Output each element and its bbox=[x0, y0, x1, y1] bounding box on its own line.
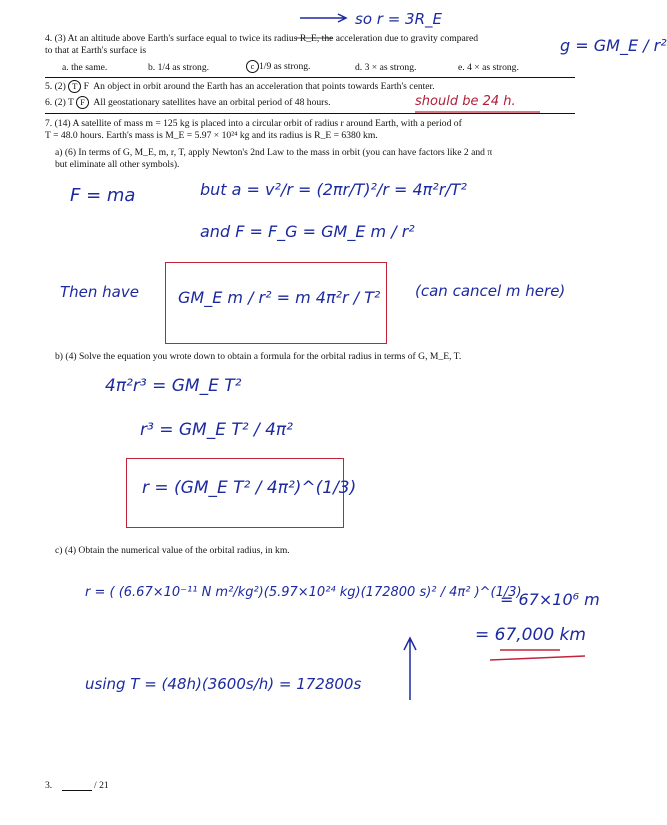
score-blank[interactable] bbox=[62, 790, 92, 791]
q4-option-a[interactable]: a. the same. bbox=[62, 62, 108, 73]
q7-line2: T = 48.0 hours. Earth's mass is M_E = 5.97 × 10²⁴ kg and its radius is R_E = 6380 km. bbox=[45, 130, 378, 141]
q7b: b) (4) Solve the equation you wrote down to obtain a formula for the orbital radius in terms of G, M_E, T. bbox=[55, 351, 462, 362]
q5: 5. (2) T F An object in orbit around the Earth has an acceleration that points towards Earth's center. bbox=[45, 81, 435, 92]
hw-b1: 4π²r³ = GM_E T² bbox=[105, 376, 242, 396]
q4-stem-line2: to that at Earth's surface is bbox=[45, 45, 147, 56]
q4-stem-line1: 4. (3) At an altitude above Earth's surface equal to twice its radius R_E, the acceleration due to gravity compared bbox=[45, 33, 479, 44]
q7a-line2: but eliminate all other symbols). bbox=[55, 159, 180, 170]
hw-c-eq: r = ( (6.67×10⁻¹¹ N m²/kg²)(5.97×10²⁴ kg)(172800 s)² / 4π² )^(1/3) bbox=[85, 585, 522, 600]
hw-b2: r³ = GM_E T² / 4π² bbox=[140, 420, 293, 440]
q4-option-e[interactable]: e. 4 × as strong. bbox=[458, 62, 519, 73]
answer-circle-f[interactable]: F bbox=[76, 96, 89, 109]
hw-cancel: (can cancel m here) bbox=[415, 282, 566, 300]
hw-c-r2: = 67,000 km bbox=[475, 625, 586, 645]
arrow-right-icon bbox=[300, 14, 346, 22]
q7c: c) (4) Obtain the numerical value of the orbital radius, in km. bbox=[55, 545, 290, 556]
page-number: 3. bbox=[45, 780, 53, 791]
score-total: / 21 bbox=[94, 780, 109, 791]
hw-and: and F = F_G = GM_E m / r² bbox=[200, 222, 415, 241]
hw-boxed-a: GM_E m / r² = m 4π²r / T² bbox=[178, 288, 381, 307]
q7-line1: 7. (14) A satellite of mass m = 125 kg is placed into a circular orbit of radius r around Earth, with a period of bbox=[45, 118, 462, 129]
q4-option-b[interactable]: b. 1/4 as strong. bbox=[148, 62, 210, 73]
hw-c-r1: = 67×10⁶ m bbox=[500, 590, 600, 609]
q6: 6. (2) T F All geostationary satellites have an orbital period of 48 hours. bbox=[45, 97, 331, 108]
q4-formula: g = GM_E / r² bbox=[560, 36, 667, 55]
underline-answer-2 bbox=[490, 656, 585, 660]
q4-option-c[interactable]: c 1/9 as strong. bbox=[246, 60, 310, 73]
hw-then: Then have bbox=[60, 283, 139, 301]
q4-option-d[interactable]: d. 3 × as strong. bbox=[355, 62, 417, 73]
hw-c-using: using T = (48h)(3600s/h) = 172800s bbox=[85, 675, 362, 693]
arrow-up-icon bbox=[404, 638, 416, 700]
hw-but: but a = v²/r = (2πr/T)²/r = 4π²r/T² bbox=[200, 180, 467, 199]
q7a-line1: a) (6) In terms of G, M_E, m, r, T, apply Newton's 2nd Law to the mass in orbit (you can have factors like 2 and π bbox=[55, 147, 493, 158]
answer-circle-c: c bbox=[246, 60, 259, 73]
q4-note-top: so r = 3R_E bbox=[355, 10, 442, 28]
hw-fma: F = ma bbox=[70, 185, 136, 206]
answer-circle-t[interactable]: T bbox=[68, 80, 81, 93]
q6-note: should be 24 h. bbox=[415, 94, 516, 109]
hw-boxed-b: r = (GM_E T² / 4π²)^(1/3) bbox=[142, 478, 357, 498]
